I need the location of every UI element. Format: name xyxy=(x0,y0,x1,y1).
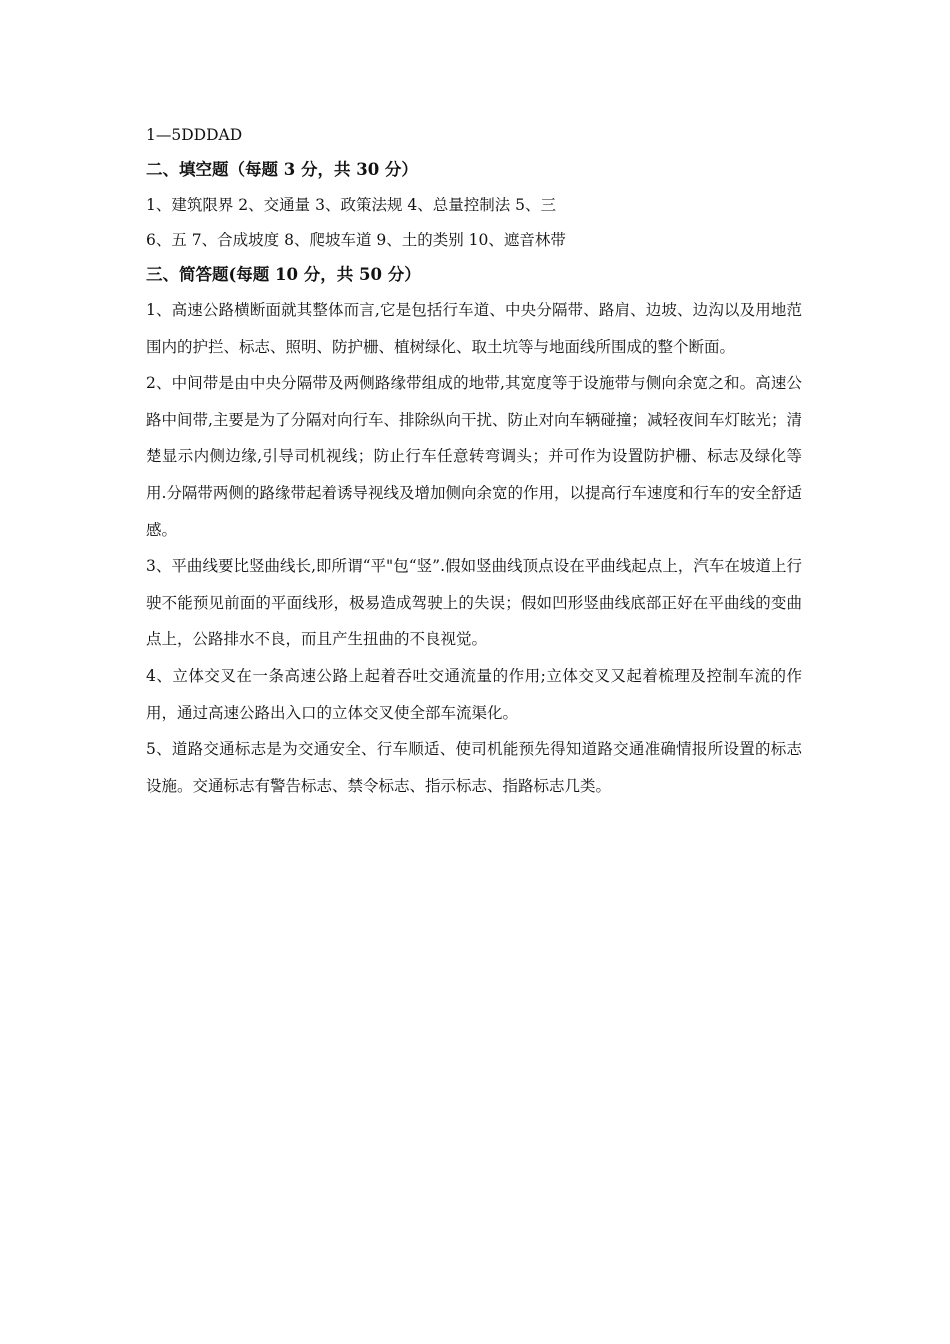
section3-heading: 三、简答题(每题 10 分，共 50 分） xyxy=(146,265,421,284)
short-answer-3: 3、平曲线要比竖曲线长,即所谓“平"包“竖”.假如竖曲线顶点设在平曲线起点上，汽车在坡道上行驶不能预见前面的平面线形，极易造成驾驶上的失误；假如凹形竖曲线底部正好在平曲线的变曲点上，公路排水不良，而且产生扭曲的不良视觉。 xyxy=(146,557,802,649)
short-answer-1: 1、高速公路横断面就其整体而言,它是包括行车道、中央分隔带、路肩、边坡、边沟以及用地范围内的护拦、标志、照明、防护栅、植树绿化、取土坑等与地面线所围成的整个断面。 xyxy=(146,301,802,356)
choice-answers-line: 1—5DDDAD xyxy=(146,126,243,144)
document-page xyxy=(146,122,806,804)
short-answer-5: 5、道路交通标志是为交通安全、行车顺适、使司机能预先得知道路交通准确情报所设置的标志设施。交通标志有警告标志、禁令标志、指示标志、指路标志几类。 xyxy=(146,740,802,795)
fill-blank-answers-line-1: 1、建筑限界 2、交通量 3、政策法规 4、总量控制法 5、三 xyxy=(146,196,557,214)
fill-blank-answers-line-2: 6、五 7、合成坡度 8、爬坡车道 9、土的类别 10、遮音林带 xyxy=(146,231,566,249)
short-answer-4: 4、立体交叉在一条高速公路上起着吞吐交通流量的作用;立体交叉又起着梳理及控制车流的作用，通过高速公路出入口的立体交叉使全部车流渠化。 xyxy=(146,666,802,722)
short-answer-2: 2、中间带是由中央分隔带及两侧路缘带组成的地带,其宽度等于设施带与侧向余宽之和。高速公路中间带,主要是为了分隔对向行车、排除纵向干扰、防止对向车辆碰撞；减轻夜间车灯眩光；清楚显示内侧边缘,引导司机视线；防止行车任意转弯调头；并可作为设置防护栅、标志及绿化等用.分隔带两侧的路缘带起着诱导视线及增加侧向余宽的作用，以提高行车速度和行车的安全舒适感。 xyxy=(146,374,802,539)
section2-heading: 二、填空题（每题 3 分，共 30 分） xyxy=(146,160,418,179)
